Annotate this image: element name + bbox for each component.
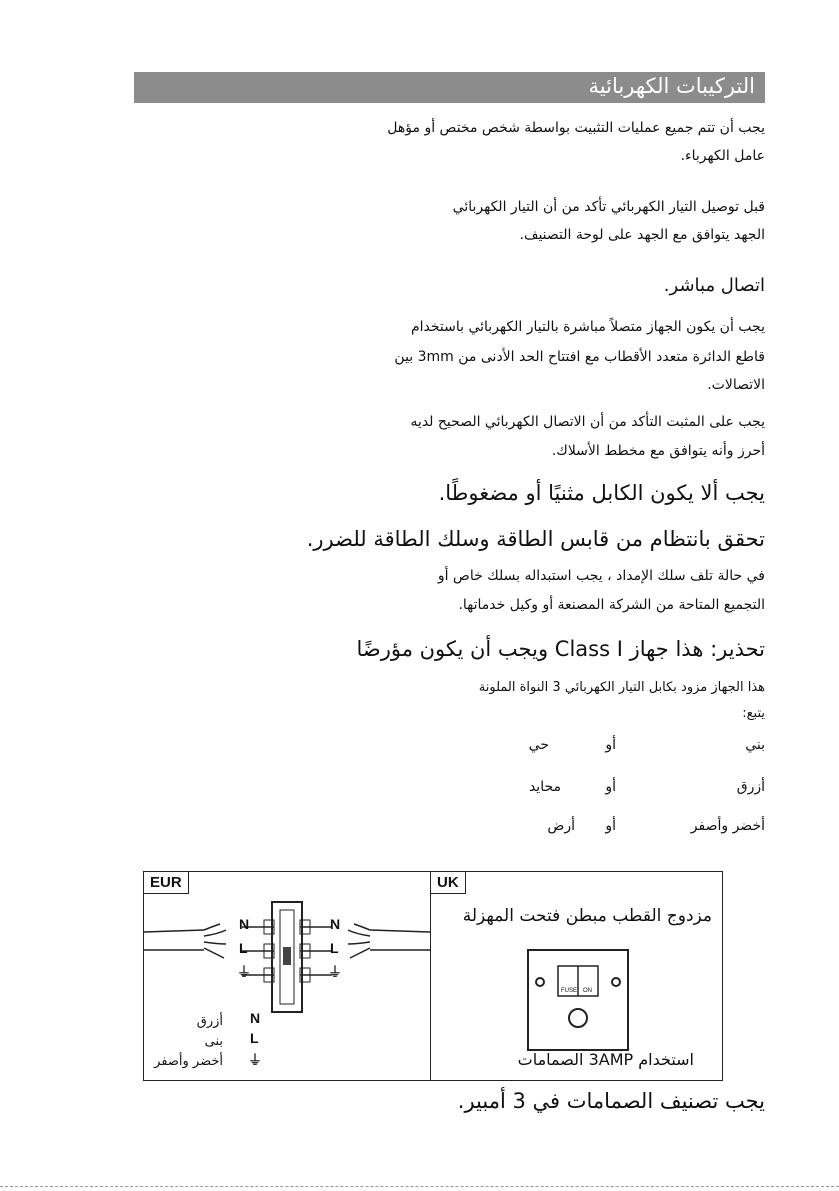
eur-live-left: L bbox=[239, 940, 248, 956]
page-bottom-rule bbox=[0, 1186, 839, 1188]
eur-neutral-right: N bbox=[330, 916, 341, 932]
wire-or: أو bbox=[605, 779, 616, 795]
eur-legend-label: بنى bbox=[204, 1034, 223, 1049]
cable-warning-heading: يجب ألا يكون الكابل مثنيًا أو مضغوطًا. bbox=[438, 481, 765, 505]
eur-earth-right: ⏚ bbox=[328, 964, 342, 980]
eur-earth-left: ⏚ bbox=[237, 964, 251, 980]
wire-color: بني bbox=[745, 737, 765, 753]
uk-switch-caption: مزدوج القطب مبطن فتحت المهزلة bbox=[462, 906, 712, 926]
eur-legend-label: أخضر وأصفر bbox=[154, 1054, 223, 1069]
box-divider bbox=[430, 872, 431, 1080]
uk-fuse-label: FUSE bbox=[561, 988, 578, 994]
section-title: التركيبات الكهربائية bbox=[588, 74, 755, 98]
wire-name: أرض bbox=[547, 818, 575, 834]
wire-name: حي bbox=[528, 737, 549, 753]
direct-connection-heading: اتصال مباشر. bbox=[663, 275, 765, 296]
uk-fuse-caption: استخدام 3AMP الصمامات bbox=[517, 1050, 694, 1069]
paragraph-line: يجب أن تتم جميع عمليات التثبيت بواسطة شخص مختص أو مؤهل bbox=[387, 120, 765, 136]
eur-live-right: L bbox=[330, 940, 339, 956]
eur-neutral-left: N bbox=[239, 916, 250, 932]
paragraph-line: يجب أن يكون الجهاز متصلاً مباشرة بالتيار الكهربائي باستخدام bbox=[410, 319, 765, 335]
wire-color: أخضر وأصفر bbox=[690, 818, 765, 834]
eur-legend-symbol: N bbox=[250, 1010, 261, 1026]
paragraph-line: قاطع الدائرة متعدد الأقطاب مع افتتاح الحد الأدنى من 3mm بين bbox=[394, 349, 765, 365]
wire-or: أو bbox=[605, 818, 616, 834]
eur-legend-symbol: L bbox=[250, 1030, 259, 1046]
wire-name: محايد bbox=[528, 779, 561, 795]
paragraph-line: هذا الجهاز مزود بكابل التيار الكهربائي 3 النواة الملونة bbox=[478, 680, 765, 695]
eur-legend-symbol: ⏚ bbox=[248, 1052, 262, 1068]
cable-check-heading: تحقق بانتظام من قابس الطاقة وسلك الطاقة للضرر. bbox=[306, 527, 765, 551]
eur-terminal-diagram bbox=[144, 872, 430, 1080]
uk-switch-plate bbox=[526, 948, 630, 1052]
wire-or: أو bbox=[605, 737, 616, 753]
class-warning-heading: تحذير: هذا جهاز Class I ويجب أن يكون مؤرضًا bbox=[356, 637, 765, 661]
eur-tag: EUR bbox=[144, 872, 189, 894]
section-banner bbox=[134, 72, 765, 103]
paragraph-line: الاتصالات. bbox=[707, 377, 765, 393]
paragraph-line: عامل الكهرباء. bbox=[680, 148, 765, 164]
paragraph-line: قبل توصيل التيار الكهربائي تأكد من أن التيار الكهربائي bbox=[452, 199, 765, 215]
fuse-rating-note: يجب تصنيف الصمامات في 3 أمبير. bbox=[457, 1089, 765, 1113]
uk-tag: UK bbox=[431, 872, 466, 894]
paragraph-line: أحرز وأنه يتوافق مع مخطط الأسلاك. bbox=[551, 443, 765, 459]
wiring-diagram bbox=[143, 871, 723, 1081]
uk-on-label: ON bbox=[583, 988, 592, 994]
eur-legend-label: أزرق bbox=[196, 1014, 223, 1029]
paragraph-line: في حالة تلف سلك الإمداد ، يجب استبداله بسلك خاص أو bbox=[437, 568, 765, 584]
wire-color: أزرق bbox=[736, 779, 765, 795]
paragraph-line: التجميع المتاحة من الشركة المصنعة أو وكيل خدماتها. bbox=[458, 597, 765, 613]
paragraph-line: يتبع: bbox=[742, 706, 765, 721]
paragraph-line: الجهد يتوافق مع الجهد على لوحة التصنيف. bbox=[519, 227, 765, 243]
paragraph-line: يجب على المثبت التأكد من أن الاتصال الكهربائي الصحيح لديه bbox=[410, 414, 765, 430]
